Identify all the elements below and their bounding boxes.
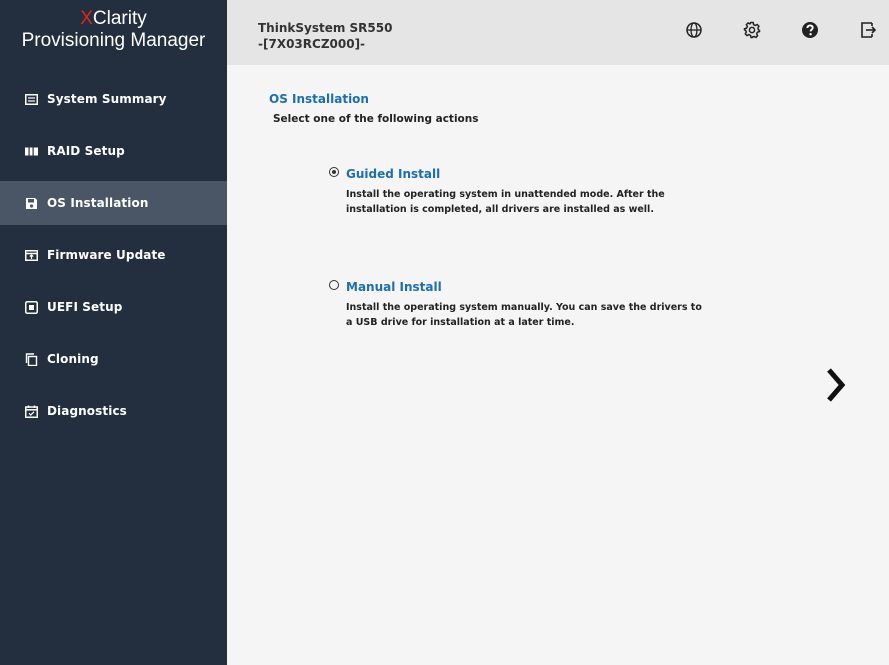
manual-install-description: Install the operating system manually. You can save the drivers to a USB drive for installation at a later time. — [346, 302, 702, 328]
header-bar — [227, 0, 889, 65]
sidebar-item-diagnostics[interactable] — [0, 389, 227, 433]
sidebar-item-label: Firmware Update — [47, 248, 166, 262]
manual-install-title[interactable]: Manual Install — [346, 280, 442, 294]
sidebar-item-cloning[interactable] — [0, 337, 227, 381]
raid-icon — [25, 145, 38, 158]
sidebar-item-label: Diagnostics — [47, 404, 127, 418]
copy-icon — [25, 353, 38, 366]
sidebar-item-uefi-setup[interactable] — [0, 285, 227, 329]
brand-product: Provisioning Manager — [21, 30, 206, 51]
sidebar-item-system-summary[interactable] — [0, 77, 227, 121]
gear-icon[interactable] — [742, 20, 762, 40]
list-icon — [25, 93, 38, 106]
server-model: ThinkSystem SR550 — [258, 21, 393, 35]
sidebar-item-label: OS Installation — [47, 196, 149, 210]
header-toolbar — [684, 20, 878, 40]
exit-icon[interactable] — [858, 20, 878, 40]
sidebar-item-os-installation[interactable] — [0, 181, 227, 225]
firmware-icon — [25, 249, 38, 262]
sidebar-item-label: UEFI Setup — [47, 300, 123, 314]
sidebar-item-label: System Summary — [47, 92, 167, 106]
next-button[interactable] — [821, 367, 851, 403]
chip-icon — [25, 301, 38, 314]
manual-install-radio[interactable] — [329, 280, 339, 290]
guided-install-radio[interactable] — [329, 167, 339, 177]
save-icon — [25, 197, 38, 210]
page-title: OS Installation — [269, 92, 369, 106]
server-machine-type: -[7X03RCZ000]- — [258, 37, 366, 51]
guided-install-title[interactable]: Guided Install — [346, 167, 441, 181]
guided-install-description: Install the operating system in unattended mode. After the installation is completed, all drivers are installed as well. — [346, 189, 665, 215]
page-subtitle: Select one of the following actions — [273, 113, 479, 125]
calendar-check-icon — [25, 405, 38, 418]
chevron-right-icon — [821, 367, 851, 403]
sidebar-nav — [0, 77, 227, 441]
sidebar-item-label: RAID Setup — [47, 144, 125, 158]
brand-logo — [0, 0, 227, 65]
sidebar-item-label: Cloning — [47, 352, 99, 366]
sidebar — [0, 0, 227, 665]
help-icon[interactable] — [800, 20, 820, 40]
main-content — [227, 65, 889, 665]
globe-icon[interactable] — [684, 20, 704, 40]
sidebar-item-raid-setup[interactable] — [0, 129, 227, 173]
sidebar-item-firmware-update[interactable] — [0, 233, 227, 277]
brand-clarity: Clarity — [92, 8, 147, 29]
brand-x-letter: X — [80, 8, 93, 29]
server-name — [258, 20, 392, 52]
